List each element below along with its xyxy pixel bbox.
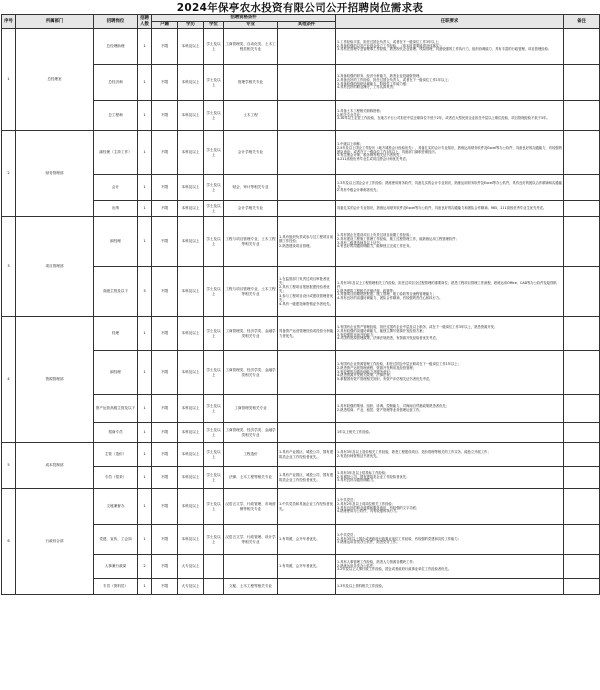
- count-cell: 1: [138, 317, 152, 351]
- post-cell: 党建、宣传、工会岗: [94, 525, 138, 555]
- remark-cell: [564, 317, 600, 351]
- remark-cell: [564, 131, 600, 175]
- post-cell: 文秘兼督办: [94, 489, 138, 525]
- other-cell: 具备资产运营管理经验或经营分析能力者优先。: [278, 317, 336, 351]
- degree-cell: 学士及以上: [204, 467, 224, 489]
- other-cell: [278, 395, 336, 423]
- requirements-cell: 1.工作经验丰富，担任过国企负责人、或者在下一级岗位工作3年以上； 2.具备较强的以及产业基金设立工作经验，（取本时需要能供具体落实）； 3.具有在管理专业管理事工作经验，熟悉现代企业管理、风险管理，具备较强的工作执行力，组织协调能力，具有丰富的行政管理、项目管理经验；: [336, 29, 564, 65]
- post-cell: 专员（招采）: [94, 467, 138, 489]
- post-cell: 总经济师: [94, 65, 138, 101]
- hukou-cell: 不限: [152, 525, 178, 555]
- major-cell: 法律、土木工程等相关专业: [224, 467, 278, 489]
- count-cell: 1: [138, 467, 152, 489]
- header-dept: 所属部门: [16, 15, 94, 29]
- count-cell: 1: [138, 29, 152, 65]
- major-cell: 工商管理类、经济学类、金融学类相关专业: [224, 317, 278, 351]
- count-cell: 1: [138, 201, 152, 217]
- degree-cell: [204, 555, 224, 579]
- post-cell: 会计: [94, 175, 138, 201]
- degree-cell: 学士及以上: [204, 101, 224, 131]
- major-cell: 汉语言文学、行政管理、市场营销等相关专业: [224, 489, 278, 525]
- header-count: 招聘人数: [138, 15, 152, 29]
- count-cell: 1: [138, 65, 152, 101]
- degree-cell: 学士及以上: [204, 525, 224, 555]
- hukou-cell: 不限: [152, 555, 178, 579]
- remark-cell: [564, 201, 600, 217]
- seq-cell: 6: [2, 489, 16, 595]
- other-cell: [278, 579, 336, 595]
- dept-cell: 资源管理部: [16, 317, 94, 443]
- requirements-cell: 1.具有3年及以上工程管理相关工作经验，担任过项目全过程管理的重要岗位；熟悉工程项目管理工作流程，熟练运用Office、CAD等办公软件及绘图软件； 2.熟悉建筑工程相关法律法规、政策等； 3.具备项目前期报批报建、施工管理、竣工验收等全流程管理能力； 4.具有良好的沟通协调能力、团队合作精神，有较强的责任心和执行力。: [336, 267, 564, 317]
- count-cell: 1: [138, 131, 152, 175]
- requirements-cell: 1.具有3年及以上造价相关工作经验，熟悉工程建设项目、造价管理等相关的工作实务，能独立开展工作； 2.有造价师资格证书者优先。: [336, 443, 564, 467]
- edu-cell: 本科及以上: [178, 65, 204, 101]
- dept-cell: 行政综合部: [16, 489, 94, 595]
- requirements-cell: 1.中共党员； 2.具有3年以上国企或者政府行政事业单位工作经验，有较强的党建和宣传工作能力； 3.熟练运用各类办公软件，熟悉党务工作。: [336, 525, 564, 555]
- other-cell: [278, 351, 336, 395]
- remark-cell: [564, 351, 600, 395]
- remark-cell: [564, 423, 600, 443]
- edu-cell: 本科及以上: [178, 395, 204, 423]
- edu-cell: 大专及以上: [178, 579, 204, 595]
- header-other: 其他条件: [278, 22, 336, 29]
- other-cell: 1.具有组织负责或参与过工程项目前期工作经验； 2.熟悉建设项目管理。: [278, 217, 336, 267]
- other-cell: 1.有驾照，会开车者优先。: [278, 555, 336, 579]
- post-cell: 资产运营高级主管及以下: [94, 395, 138, 423]
- degree-cell: 学士及以上: [204, 423, 224, 443]
- requirements-cell: 1.具备较强的财务、经济分析能力，熟悉企业投融资管理； 2.具备良好的工作经验，担任过国企负责人，或者在下一级岗位工作1年以上； 3.具备较强的组织协调能力，阶段性工作能力强； 4.具有良好的职业操守，工作认真负责；: [336, 65, 564, 101]
- post-cell: 副经理: [94, 351, 138, 395]
- seq-cell: 4: [2, 317, 16, 443]
- hukou-cell: 不限: [152, 267, 178, 317]
- remark-cell: [564, 267, 600, 317]
- edu-cell: 本科及以上: [178, 525, 204, 555]
- other-cell: 1.具有产业园区、城投公司、国有建筑类企业工作经验者优先。: [278, 467, 336, 489]
- table-row: [2, 443, 600, 467]
- post-cell: 出纳: [94, 201, 138, 217]
- other-cell: [278, 131, 336, 175]
- hukou-cell: 不限: [152, 175, 178, 201]
- other-cell: 1.具有产业园区、城投公司、国有建筑类企业工作经验者优先。: [278, 443, 336, 467]
- count-cell: 1: [138, 395, 152, 423]
- hukou-cell: 不限: [152, 317, 178, 351]
- post-cell: 副经理: [94, 217, 138, 267]
- count-cell: 1: [138, 217, 152, 267]
- hukou-cell: 不限: [152, 217, 178, 267]
- dept-cell: 成本控制部: [16, 443, 94, 489]
- requirements-cell: 1.3年及以上资料相关工作经验。: [336, 579, 564, 595]
- post-cell: 高级主管及以下: [94, 267, 138, 317]
- remark-cell: [564, 395, 600, 423]
- requirements-cell: 1.中共党员； 2.具有2年及以上同岗位相关工作经验； 3.具有良好的职业道德和服务意识，有较强的文字功底； 4.熟练使用办公软件，具有较强的执行力。: [336, 489, 564, 525]
- degree-cell: 学士及以上: [204, 489, 224, 525]
- degree-cell: 学士及以上: [204, 395, 224, 423]
- count-cell: 3: [138, 267, 152, 317]
- degree-cell: 学士及以上: [204, 65, 224, 101]
- edu-cell: 本科及以上: [178, 175, 204, 201]
- major-cell: 工商管理类、经济学类、金融学类相关专业: [224, 423, 278, 443]
- edu-cell: 本科及以上: [178, 101, 204, 131]
- post-cell: 总工程师: [94, 101, 138, 131]
- count-cell: 1: [138, 489, 152, 525]
- remark-cell: [564, 101, 600, 131]
- post-cell: 专员（资料员）: [94, 579, 138, 595]
- degree-cell: 学士及以上: [204, 175, 224, 201]
- degree-cell: 学士及以上: [204, 201, 224, 217]
- edu-cell: 本科及以上: [178, 217, 204, 267]
- table-row: [2, 317, 600, 351]
- header-post: 招聘岗位: [94, 15, 138, 29]
- table-body: [2, 29, 600, 595]
- major-cell: 管理学相关专业: [224, 65, 278, 101]
- seq-cell: 1: [2, 29, 16, 131]
- hukou-cell: 不限: [152, 489, 178, 525]
- requirements-cell: 具备扎实的会计专业知识，熟练运用财务软件及Excel等办公软件，具备良好的沟通能力和团队合作精神。985、211高校优秀毕业生优先考虑。: [336, 201, 564, 217]
- post-cell: 人事兼行政岗: [94, 555, 138, 579]
- count-cell: 1: [138, 101, 152, 131]
- table-row: [2, 29, 600, 65]
- hukou-cell: 不限: [152, 467, 178, 489]
- post-cell: 招商专员: [94, 423, 138, 443]
- degree-cell: 学士及以上: [204, 317, 224, 351]
- degree-cell: [204, 579, 224, 595]
- other-cell: [278, 423, 336, 443]
- edu-cell: 本科及以上: [178, 467, 204, 489]
- other-cell: [278, 29, 336, 65]
- remark-cell: [564, 217, 600, 267]
- other-cell: 1.有驾照，会开车者优先。: [278, 525, 336, 555]
- count-cell: 1: [138, 443, 152, 467]
- hukou-cell: 不限: [152, 443, 178, 467]
- remark-cell: [564, 443, 600, 467]
- degree-cell: 学士及以上: [204, 443, 224, 467]
- degree-cell: 学士及以上: [204, 351, 224, 395]
- degree-cell: 学士及以上: [204, 131, 224, 175]
- edu-cell: 大专及以上: [178, 555, 204, 579]
- requirements-cell: 1.具有国企在建设项目上负责过项目前期工作经验； 2.具有建设工程施工管理工作经验，施工过程管理工作，能熟练运用工程管理软件； 3.具有二级建造师及以上证书； 4.有良好的沟通协调能力，能够独立完成工作任务。: [336, 217, 564, 267]
- requirements-cell: 1.有国有企业资源管理工作经验，担任过国企中层正职或在下一级岗位工作1年以上； 2.熟悉资产运营管理流程、资源开发利用及经营管理； 3.有较强的沟通协调能力及服务意识； 4.熟悉资源开发相关政策、法律法规； 5.掌握国有资产管理相关知识，有资产评估相关证书者优先考虑。: [336, 351, 564, 395]
- header-degree: 学位: [204, 22, 224, 29]
- edu-cell: 本科及以上: [178, 131, 204, 175]
- table-row: [2, 131, 600, 175]
- header-major: 专业: [224, 22, 278, 29]
- edu-cell: 本科及以上: [178, 489, 204, 525]
- other-cell: [278, 201, 336, 217]
- degree-cell: 学士及以上: [204, 267, 224, 317]
- header-hukou: 户籍: [152, 22, 178, 29]
- major-cell: 工商管理类、经济学类、金融学类相关专业: [224, 351, 278, 395]
- header-conditions: 招聘资格条件: [152, 15, 336, 22]
- seq-cell: 5: [2, 443, 16, 489]
- remark-cell: [564, 579, 600, 595]
- seq-cell: 3: [2, 217, 16, 317]
- hukou-cell: 不限: [152, 423, 178, 443]
- requirements-cell: 1.具备土木工程相关职称资格； 2.相关专业毕业； 3.10年以上企业工作经验，在地方平台公司担任中层正职岗位不低于2年，或者在大型民营企业担任中层以上职位经验，项目管理经验不低于5年。: [336, 101, 564, 131]
- major-cell: 工商管理类相关专业: [224, 395, 278, 423]
- count-cell: 1: [138, 579, 152, 595]
- hukou-cell: 不限: [152, 395, 178, 423]
- degree-cell: 学士及以上: [204, 29, 224, 65]
- major-cell: 会计学相关专业: [224, 131, 278, 175]
- header-seq: 序号: [2, 15, 16, 29]
- major-cell: 财会、审计等相关专业: [224, 175, 278, 201]
- hukou-cell: 不限: [152, 579, 178, 595]
- count-cell: 1: [138, 175, 152, 201]
- count-cell: 2: [138, 555, 152, 579]
- major-cell: 工商管理类、自动化类、土木工程类相关专业: [224, 29, 278, 65]
- remark-cell: [564, 175, 600, 201]
- requirements-cell: 1.具有3年及以上招投标工作经验； 2.有城投公司、国有建筑类企业工作经验者优先； 3.具有良好沟通协调能力。: [336, 467, 564, 489]
- header-duties: 任职要求: [336, 15, 564, 29]
- edu-cell: 本科及以上: [178, 351, 204, 395]
- requirements-cell: 1.中级以上职称； 2.5年及以上国企工作经历（地方城投会计经验优先），具备扎实的会计专业知识，熟练运用财务软件及Excel等办公软件，具备良好的沟通能力，有较强的团队意识；或者在下一级岗位工作3年以上，具备部门副职任职经历。 3.有注册会计师、税务师等相关证书者优先； 4.211高校优秀毕业生或同注册会计师优先考虑。: [336, 131, 564, 175]
- edu-cell: 本科及以上: [178, 201, 204, 217]
- hukou-cell: 不限: [152, 201, 178, 217]
- header-edu: 学历: [178, 22, 204, 29]
- edu-cell: 本科及以上: [178, 317, 204, 351]
- other-cell: 1.中共党员和具备企业工作经验者优先。: [278, 489, 336, 525]
- remark-cell: [564, 525, 600, 555]
- major-cell: 汉语言文学、行政管理、设计学等相关专业: [224, 525, 278, 555]
- dept-cell: 财务管理部: [16, 131, 94, 217]
- page-title: 2024年保亭农水投资有限公司公开招聘岗位需求表: [176, 2, 424, 14]
- hukou-cell: 不限: [152, 131, 178, 175]
- requirements-cell: 1.有国有企业资产管理经验，担任过国有企业中层及以上职务，或在下一级岗位工作3年以上，熟悉资源开发； 2.具有较强的沟通协调能力，能独立撰写资源开发经营方案； 3.有较强的市场开拓能力； 4.对国有资源管理政策、法律法规熟悉，有资源开发经验者优先考虑。: [336, 317, 564, 351]
- requirements-cell: 1.具有人事管理工作经验，熟悉人力资源各模块工作； 2.熟练运用各类办公软件； 3.2年及以上人事行政工作经验，国企或者政府行政事业单位工作经验者优先。: [336, 555, 564, 579]
- major-cell: 工程与项目管理专业、土木工程等相关专业: [224, 217, 278, 267]
- other-cell: 1.在监管部门负责过项目审批者优先； 2.具有工程项目报批报建经验者优先； 3.参与工程项目设计或建设管理者优先； 4.具有一级建造师资格证书者优先。: [278, 267, 336, 317]
- edu-cell: 本科及以上: [178, 267, 204, 317]
- dept-cell: 项目管理部: [16, 217, 94, 317]
- remark-cell: [564, 489, 600, 525]
- count-cell: 1: [138, 525, 152, 555]
- requirements-cell: 1.3年及以上国企会计工作经验；熟练使用财务软件，具备扎实的会计专业知识，熟练运用财务软件及Excel等办公软件，具有良好的团队合作精神和沟通能力； 2.具有中级会计职称者优先；: [336, 175, 564, 201]
- header-remark: 备注: [564, 15, 600, 29]
- count-cell: 1: [138, 423, 152, 443]
- hukou-cell: 不限: [152, 65, 178, 101]
- dept-cell: 总经理室: [16, 29, 94, 131]
- other-cell: [278, 175, 336, 201]
- recruitment-table: [1, 14, 600, 595]
- major-cell: 工程造价: [224, 443, 278, 467]
- table-row: [2, 489, 600, 525]
- major-cell: 会计学相关专业: [224, 201, 278, 217]
- post-cell: 主管（造价）: [94, 443, 138, 467]
- edu-cell: 本科及以上: [178, 29, 204, 65]
- requirements-cell: 1年以上相关工作经验。: [336, 423, 564, 443]
- count-cell: 1: [138, 351, 152, 395]
- major-cell: 工程与项目管理专业、土木工程等相关专业: [224, 267, 278, 317]
- edu-cell: 本科及以上: [178, 443, 204, 467]
- hukou-cell: 不限: [152, 351, 178, 395]
- table-row: [2, 217, 600, 267]
- other-cell: [278, 101, 336, 131]
- major-cell: [224, 555, 278, 579]
- other-cell: [278, 65, 336, 101]
- hukou-cell: 不限: [152, 29, 178, 65]
- remark-cell: [564, 65, 600, 101]
- major-cell: 文秘、土木工程等相关专业: [224, 579, 278, 595]
- remark-cell: [564, 555, 600, 579]
- remark-cell: [564, 29, 600, 65]
- post-cell: 经理: [94, 317, 138, 351]
- seq-cell: 2: [2, 131, 16, 217]
- hukou-cell: 不限: [152, 101, 178, 131]
- post-cell: 副经理（主持工作）: [94, 131, 138, 175]
- post-cell: 总经理助理: [94, 29, 138, 65]
- requirements-cell: 1.具有较强的策划、组织、协调、控制能力，对海南自贸港政策熟悉者优先； 2.熟悉招商、产业、租赁、资产管理等业务管理运营工作。: [336, 395, 564, 423]
- degree-cell: 学士及以上: [204, 217, 224, 267]
- remark-cell: [564, 467, 600, 489]
- major-cell: 土木工程: [224, 101, 278, 131]
- edu-cell: 本科及以上: [178, 423, 204, 443]
